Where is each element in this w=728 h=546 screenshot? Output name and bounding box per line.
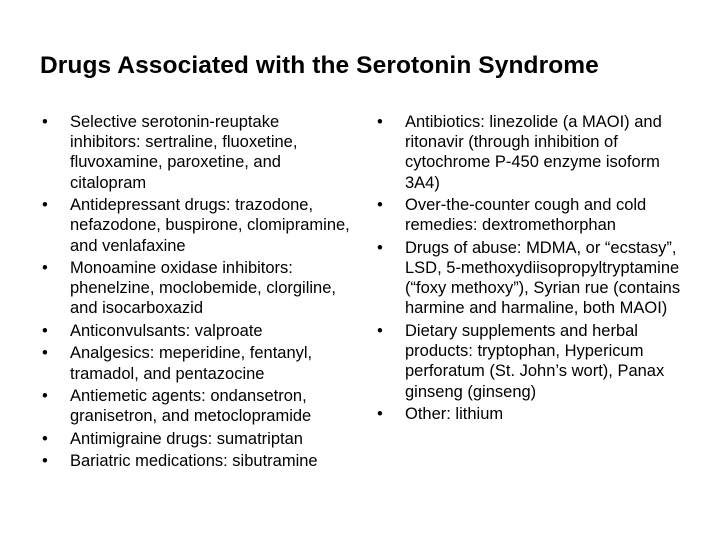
list-item-antibiotics <box>375 112 695 193</box>
list-item-text: Monoamine oxidase inhibitors: phenelzine, moclobemide, clorgiline, and isocarboxazid <box>70 259 336 318</box>
list-item-text: Bariatric medications: sibutramine <box>70 452 318 471</box>
bullet-icon: • <box>377 321 383 340</box>
list-item-other <box>375 404 695 424</box>
list-item-text: Analgesics: meperidine, fentanyl, tramadol, and pentazocine <box>70 344 313 383</box>
bullet-icon: • <box>42 196 48 215</box>
bullet-icon: • <box>377 113 383 131</box>
list-item-text: Over-the-counter cough and cold remedies: dextromethorphan <box>405 196 647 235</box>
bullet-icon: • <box>42 452 48 471</box>
list-item-bariatric <box>40 451 350 471</box>
list-item-anticonvulsants <box>40 321 350 341</box>
bullet-icon: • <box>42 429 48 448</box>
list-item-text: Antimigraine drugs: sumatriptan <box>70 429 303 448</box>
list-item-drugs-of-abuse <box>375 238 695 319</box>
bullet-icon: • <box>42 259 48 278</box>
list-item-text: Drugs of abuse: MDMA, or “ecstasy”, LSD, 5-methoxydiisopropyltryptamine (“foxy methoxy”), Syrian rue (contains harmine and harmaline, both MAOI) <box>405 238 681 318</box>
list-item-text: Antibiotics: linezolide (a MAOI) and ritonavir (through inhibition of cytochrome P-450 enzyme isoform 3A4) <box>405 113 662 192</box>
list-item-antidepressants <box>40 195 350 256</box>
bullet-icon: • <box>42 113 48 131</box>
left-bullet-list <box>40 112 350 474</box>
list-item-text: Antidepressant drugs: trazodone, nefazodone, buspirone, clomipramine, and venlafaxine <box>70 196 350 255</box>
list-item-text: Anticonvulsants: valproate <box>70 321 263 340</box>
list-item-text: Other: lithium <box>405 405 504 424</box>
list-item-maoi <box>40 258 350 319</box>
list-item-text: Dietary supplements and herbal products: tryptophan, Hypericum perforatum (St. John’s wort), Panax ginseng (ginseng) <box>405 321 665 401</box>
right-bullet-list <box>375 112 695 427</box>
list-item-text: Antiemetic agents: ondansetron, granisetron, and metoclopramide <box>70 387 312 426</box>
list-item-antimigraine <box>40 429 350 449</box>
list-item-analgesics <box>40 343 350 383</box>
bullet-icon: • <box>377 405 383 424</box>
list-item-otc-remedies <box>375 195 695 235</box>
bullet-icon: • <box>42 321 48 340</box>
bullet-icon: • <box>42 387 48 406</box>
list-item-text: Selective serotonin-reuptake inhibitors: sertraline, fluoxetine, fluvoxamine, paroxetine, and citalopram <box>70 113 298 192</box>
bullet-icon: • <box>377 238 383 257</box>
list-item-supplements <box>375 321 695 402</box>
bullet-icon: • <box>42 344 48 363</box>
slide-title: Drugs Associated with the Serotonin Syndrome <box>40 52 599 79</box>
bullet-icon: • <box>377 196 383 215</box>
list-item-antiemetics <box>40 386 350 426</box>
list-item-ssri <box>40 112 350 193</box>
